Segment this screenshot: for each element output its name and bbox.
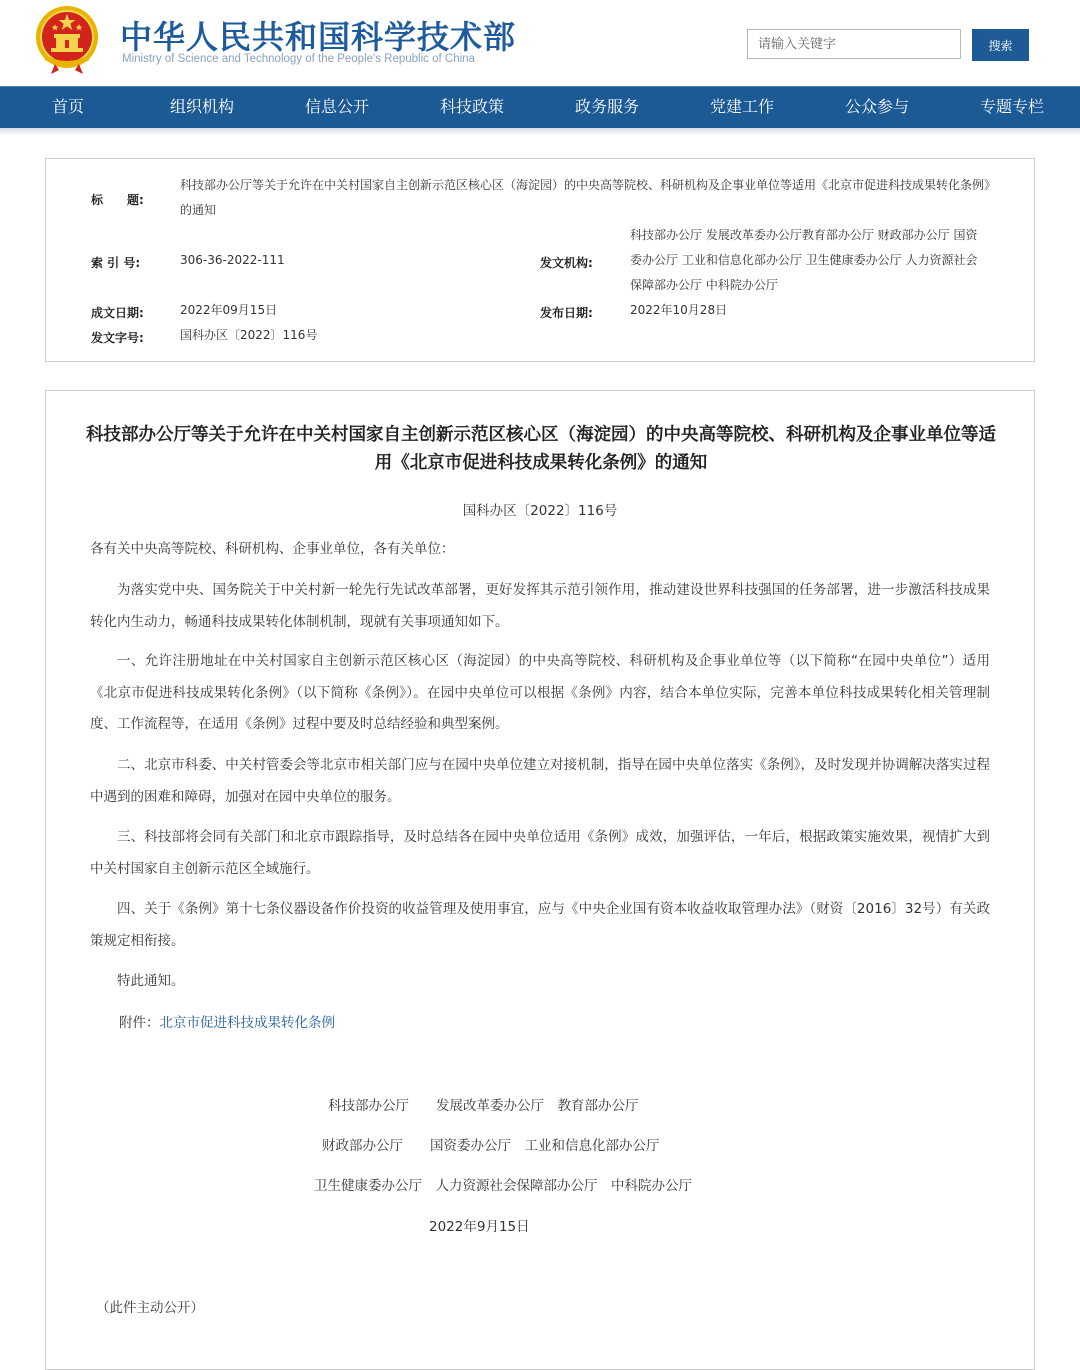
nav-item-topics[interactable]: 专题专栏 (980, 97, 1045, 116)
main-nav (0, 86, 1080, 128)
meta-index-value: 306-36-2022-111 (180, 253, 285, 267)
signature-line: 卫生健康委办公厅 人力资源社会保障部办公厅 中科院办公厅 (314, 1178, 692, 1194)
article-body (45, 390, 1035, 1370)
nav-item-public[interactable]: 公众参与 (845, 97, 910, 116)
national-emblem-icon[interactable] (33, 4, 101, 76)
public-note: （此件主动公开） (96, 1300, 204, 1316)
site-subtitle: Ministry of Science and Technology of the People's Republic of China (122, 53, 475, 65)
article-doc-number: 国科办区〔2022〕116号 (462, 503, 618, 519)
meta-created-value: 2022年09月15日 (180, 303, 278, 317)
nav-item-organization[interactable]: 组织机构 (170, 97, 235, 116)
nav-item-services[interactable]: 政务服务 (575, 97, 640, 116)
article-paragraph: 为落实党中央、国务院关于中关村新一轮先行先试改革部署，更好发挥其示范引领作用，推动建设世界科技强国的任务部署，进一步激活科技成果转化内生动力，畅通科技成果转化体制机制，现就有关事项通知如下。 (90, 582, 990, 630)
article-closing: 特此通知。 (117, 973, 185, 989)
nav-item-policy[interactable]: 科技政策 (440, 97, 505, 116)
signature-date: 2022年9月15日 (429, 1219, 530, 1235)
site-title[interactable]: 中华人民共和国科学技术部 (120, 18, 517, 56)
article-paragraph: 一、允许注册地址在中关村国家自主创新示范区核心区（海淀园）的中央高等院校、科研机构及企事业单位等（以下简称“在园中央单位”）适用《北京市促进科技成果转化条例》（以下简称《条例》）。在园中央单位可以根据《条例》内容，结合本单位实际，完善本单位科技成果转化相关管理制度、工作流程等，在适用《条例》过程中要及时总结经验和典型案例。 (90, 653, 990, 732)
meta-issuer-value: 科技部办公厅 发展改革委办公厅教育部办公厅 财政部办公厅 国资委办公厅 工业和信息化部办公厅 卫生健康委办公厅 人力资源社会保障部办公厅 中科院办公厅 (630, 228, 978, 292)
signature-line: 科技部办公厅 发展改革委办公厅 教育部办公厅 (328, 1098, 639, 1114)
article-paragraph: 二、北京市科委、中关村管委会等北京市相关部门应与在园中央单位建立对接机制，指导在园中央单位落实《条例》，及时发现并协调解决落实过程中遇到的困难和障碍，加强对在园中央单位的服务。 (90, 757, 990, 805)
attachment-link[interactable]: 北京市促进科技成果转化条例 (159, 1015, 335, 1031)
meta-created-label: 成文日期: (91, 306, 144, 320)
attachment-label: 附件： (119, 1015, 160, 1031)
signature-line: 财政部办公厅 国资委办公厅 工业和信息化部办公厅 (322, 1138, 660, 1154)
site-header (0, 0, 1080, 86)
search-input[interactable] (747, 29, 961, 59)
nav-item-home[interactable]: 首页 (52, 97, 85, 116)
article-paragraph: 四、关于《条例》第十七条仪器设备作价投资的收益管理及使用事宜，应与《中央企业国有资本收益收取管理办法》（财资〔2016〕32号）有关政策规定相衔接。 (90, 901, 990, 949)
meta-index-label: 索 引 号: (91, 256, 141, 270)
meta-issuer-label: 发文机构: (540, 256, 593, 270)
nav-item-party[interactable]: 党建工作 (710, 97, 775, 116)
attachment-row (119, 1011, 335, 1031)
nav-item-info-disclosure[interactable]: 信息公开 (305, 97, 370, 116)
meta-docno-label: 发文字号: (91, 331, 144, 345)
article-title: 科技部办公厅等关于允许在中关村国家自主创新示范区核心区（海淀园）的中央高等院校、科研机构及企事业单位等适用《北京市促进科技成果转化条例》的通知 (86, 425, 996, 473)
document-meta-box (45, 158, 1035, 362)
meta-published-value: 2022年10月28日 (630, 303, 728, 317)
meta-title-value: 科技部办公厅等关于允许在中关村国家自主创新示范区核心区（海淀园）的中央高等院校、科研机构及企事业单位等适用《北京市促进科技成果转化条例》的通知 (180, 178, 997, 217)
nav-divider (0, 128, 1080, 136)
meta-title-label: 标 题: (91, 193, 144, 207)
meta-published-label: 发布日期: (540, 306, 593, 320)
article-salutation: 各有关中央高等院校、科研机构、企事业单位，各有关单位： (90, 541, 455, 557)
article-paragraph: 三、科技部将会同有关部门和北京市跟踪指导，及时总结各在园中央单位适用《条例》成效，加强评估，一年后，根据政策实施效果，视情扩大到中关村国家自主创新示范区全域施行。 (90, 829, 990, 877)
meta-docno-value: 国科办区〔2022〕116号 (180, 328, 318, 342)
search-button[interactable]: 搜索 (972, 29, 1029, 61)
